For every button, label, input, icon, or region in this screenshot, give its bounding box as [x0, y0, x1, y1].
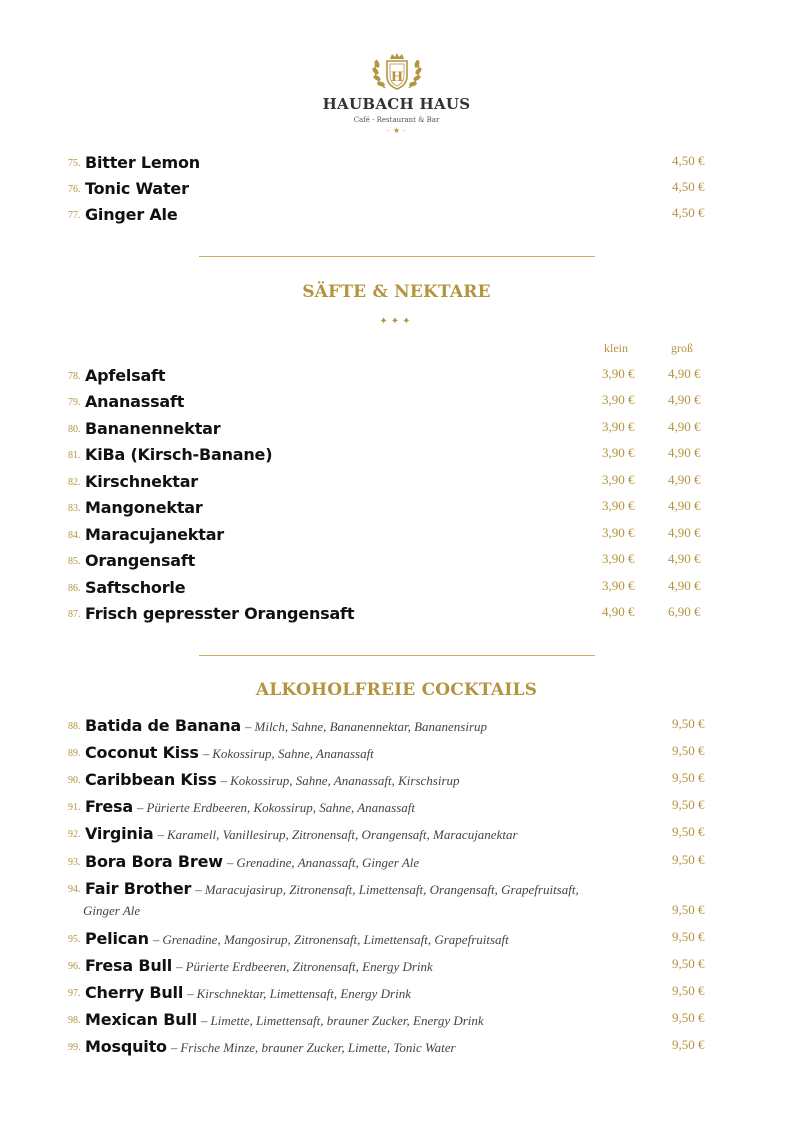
ornament-dash-left: –	[386, 126, 391, 135]
stars-icon: ✦✦✦	[379, 316, 414, 327]
crest-icon	[367, 50, 427, 92]
item-price-small: 4,90 €	[602, 604, 635, 619]
item-name: Maracujanektar	[85, 525, 224, 544]
menu-item	[68, 416, 728, 438]
menu-item	[68, 202, 728, 224]
item-price-small: 3,90 €	[602, 525, 635, 540]
item-number: 82.	[68, 477, 81, 488]
item-price-large: 4,90 €	[668, 578, 701, 593]
item-price-small: 3,90 €	[602, 578, 635, 593]
item-name-text: Pelican	[85, 929, 149, 948]
menu-item	[68, 469, 728, 491]
item-price: 4,50 €	[672, 153, 705, 168]
item-name: Frisch gepresster Orangensaft	[85, 604, 355, 623]
menu-item	[68, 980, 728, 1002]
item-number: 85.	[68, 556, 81, 567]
item-price: 9,50 €	[672, 852, 705, 867]
item-name	[85, 797, 415, 816]
item-name	[85, 1010, 484, 1029]
item-price: 4,50 €	[672, 179, 705, 194]
item-number: 75.	[68, 158, 81, 169]
item-name: Mangonektar	[85, 498, 203, 517]
item-number: 95.	[68, 934, 81, 945]
item-name	[85, 1037, 456, 1056]
item-name-text: Cherry Bull	[85, 983, 184, 1002]
item-name: Saftschorle	[85, 578, 186, 597]
item-price-small: 3,90 €	[602, 445, 635, 460]
item-name: Orangensaft	[85, 551, 196, 570]
menu-item-price-row	[68, 899, 728, 921]
item-number: 94.	[68, 884, 81, 895]
menu-item	[68, 767, 728, 789]
item-name	[85, 824, 518, 843]
item-name	[85, 956, 433, 975]
item-number: 99.	[68, 1042, 81, 1053]
item-name	[85, 852, 419, 871]
item-number: 93.	[68, 857, 81, 868]
menu-item	[68, 389, 728, 411]
item-number: 97.	[68, 988, 81, 999]
item-description: Kirschnektar, Limettensaft, Energy Drink	[196, 986, 411, 1001]
item-name-text: Caribbean Kiss	[85, 770, 217, 789]
item-price-large: 4,90 €	[668, 551, 701, 566]
restaurant-logo	[0, 50, 793, 135]
item-name-text: Mexican Bull	[85, 1010, 197, 1029]
item-description: Frische Minze, brauner Zucker, Limette, Tonic Water	[180, 1040, 456, 1055]
separator-dash: –	[136, 800, 144, 815]
menu-item	[68, 601, 728, 623]
item-price: 9,50 €	[672, 1010, 705, 1025]
item-number: 87.	[68, 609, 81, 620]
separator-dash: –	[170, 1040, 178, 1055]
brand-ornament	[0, 126, 793, 135]
brand-name: HAUBACH HAUS	[322, 95, 471, 113]
item-number: 92.	[68, 829, 81, 840]
item-name	[85, 983, 411, 1002]
item-price-small: 3,90 €	[602, 551, 635, 566]
item-number: 78.	[68, 371, 81, 382]
ornament-dash-right: –	[402, 126, 407, 135]
separator-dash: –	[187, 986, 194, 1001]
item-description: Kokossirup, Sahne, Ananassaft	[212, 746, 374, 761]
item-description: Maracujasirup, Zitronensaft, Limettensaft, Orangensaft, Grapefruitsaft,	[204, 882, 579, 897]
item-price: 9,50 €	[672, 983, 705, 998]
item-description: Pürierte Erdbeeren, Kokossirup, Sahne, Ananassaft	[146, 800, 416, 815]
item-number: 88.	[68, 721, 81, 732]
item-number: 81.	[68, 450, 81, 461]
section-divider	[199, 256, 595, 257]
item-description: Grenadine, Mangosirup, Zitronensaft, Limettensaft, Grapefruitsaft	[162, 932, 509, 947]
item-price: 9,50 €	[672, 956, 705, 971]
item-price-large: 4,90 €	[668, 392, 701, 407]
item-name	[85, 716, 487, 735]
menu-item	[68, 849, 728, 871]
item-name-text: Batida de Banana	[85, 716, 241, 735]
item-number: 91.	[68, 802, 81, 813]
item-price-small: 3,90 €	[602, 419, 635, 434]
item-name	[85, 879, 579, 898]
item-description: Kokossirup, Sahne, Ananassaft, Kirschsirup	[230, 773, 460, 788]
separator-dash: –	[195, 882, 202, 897]
item-price-large: 4,90 €	[668, 472, 701, 487]
item-price: 4,50 €	[672, 205, 705, 220]
item-number: 90.	[68, 775, 81, 786]
item-description-continued: Ginger Ale	[83, 903, 141, 918]
menu-item	[68, 548, 728, 570]
item-price-large: 4,90 €	[668, 419, 701, 434]
item-price: 9,50 €	[672, 797, 705, 812]
menu-item	[68, 1007, 728, 1029]
item-number: 89.	[68, 748, 81, 759]
item-number: 83.	[68, 503, 81, 514]
item-price-small: 3,90 €	[602, 366, 635, 381]
separator-dash: –	[202, 746, 210, 761]
item-name: Ginger Ale	[85, 205, 178, 224]
item-name-text: Mosquito	[85, 1037, 167, 1056]
item-name-text: Fresa Bull	[85, 956, 173, 975]
item-number: 80.	[68, 424, 81, 435]
item-price: 9,50 €	[672, 770, 705, 785]
column-header-small: klein	[604, 341, 628, 355]
menu-item	[68, 363, 728, 385]
item-price: 9,50 €	[672, 716, 705, 731]
item-price-large: 4,90 €	[668, 525, 701, 540]
item-name: Bananennektar	[85, 419, 221, 438]
menu-item	[68, 495, 728, 517]
menu-item	[68, 442, 728, 464]
item-name: Kirschnektar	[85, 472, 198, 491]
item-description: Limette, Limettensaft, brauner Zucker, Energy Drink	[210, 1013, 484, 1028]
separator-dash: –	[152, 932, 160, 947]
separator-dash: –	[220, 773, 228, 788]
item-price: 9,50 €	[672, 1037, 705, 1052]
item-name: Ananassaft	[85, 392, 185, 411]
menu-item	[68, 740, 728, 762]
item-price: 9,50 €	[672, 824, 705, 839]
item-description: Milch, Sahne, Bananennektar, Bananensirup	[254, 719, 488, 734]
item-description: Karamell, Vanillesirup, Zitronensaft, Orangensaft, Maracujanektar	[167, 827, 518, 842]
logo-letter: H	[390, 70, 403, 85]
item-price-large: 4,90 €	[668, 498, 701, 513]
separator-dash: –	[176, 959, 183, 974]
menu-item	[68, 713, 728, 735]
item-name-text: Bora Bora Brew	[85, 852, 223, 871]
section-title-cocktails: ALKOHOLFREIE COCKTAILS	[255, 680, 538, 700]
item-price-small: 3,90 €	[602, 498, 635, 513]
section-title-juices: SÄFTE & NEKTARE	[302, 282, 491, 302]
separator-dash: –	[245, 719, 252, 734]
menu-item	[68, 176, 728, 198]
item-number: 96.	[68, 961, 81, 972]
item-price: 9,50 €	[672, 902, 705, 917]
item-name	[85, 770, 460, 789]
menu-item	[68, 821, 728, 843]
menu-item	[68, 953, 728, 975]
item-price: 9,50 €	[672, 929, 705, 944]
item-name-text: Fair Brother	[85, 879, 192, 898]
item-name	[85, 743, 374, 762]
item-price-small: 3,90 €	[602, 392, 635, 407]
item-price-large: 4,90 €	[668, 445, 701, 460]
menu-item	[68, 522, 728, 544]
star-icon: ★	[392, 126, 401, 135]
separator-dash: –	[157, 827, 164, 842]
menu-item	[68, 876, 728, 898]
item-name-text: Coconut Kiss	[85, 743, 199, 762]
item-description: Pürierte Erdbeeren, Zitronensaft, Energy Drink	[185, 959, 433, 974]
item-number: 98.	[68, 1015, 81, 1026]
item-price: 9,50 €	[672, 743, 705, 758]
item-name-text: Virginia	[85, 824, 154, 843]
item-number: 79.	[68, 397, 81, 408]
section-divider	[199, 655, 595, 656]
column-header-large: groß	[671, 341, 693, 355]
item-number: 86.	[68, 583, 81, 594]
separator-dash: –	[200, 1013, 208, 1028]
menu-item	[68, 575, 728, 597]
brand-subtitle: Café · Restaurant & Bar	[353, 116, 440, 124]
menu-item	[68, 926, 728, 948]
item-price-large: 6,90 €	[668, 604, 701, 619]
item-number: 76.	[68, 184, 81, 195]
menu-item	[68, 794, 728, 816]
item-description: Grenadine, Ananassaft, Ginger Ale	[236, 855, 420, 870]
item-price-small: 3,90 €	[602, 472, 635, 487]
item-name: Apfelsaft	[85, 366, 166, 385]
item-name	[85, 929, 509, 948]
menu-item	[68, 1034, 728, 1056]
menu-item	[68, 150, 728, 172]
item-name: Bitter Lemon	[85, 153, 200, 172]
item-name: Tonic Water	[85, 179, 189, 198]
item-name-text: Fresa	[85, 797, 133, 816]
item-number: 84.	[68, 530, 81, 541]
item-number: 77.	[68, 210, 81, 221]
separator-dash: –	[226, 855, 234, 870]
item-price-large: 4,90 €	[668, 366, 701, 381]
item-name: KiBa (Kirsch-Banane)	[85, 445, 273, 464]
